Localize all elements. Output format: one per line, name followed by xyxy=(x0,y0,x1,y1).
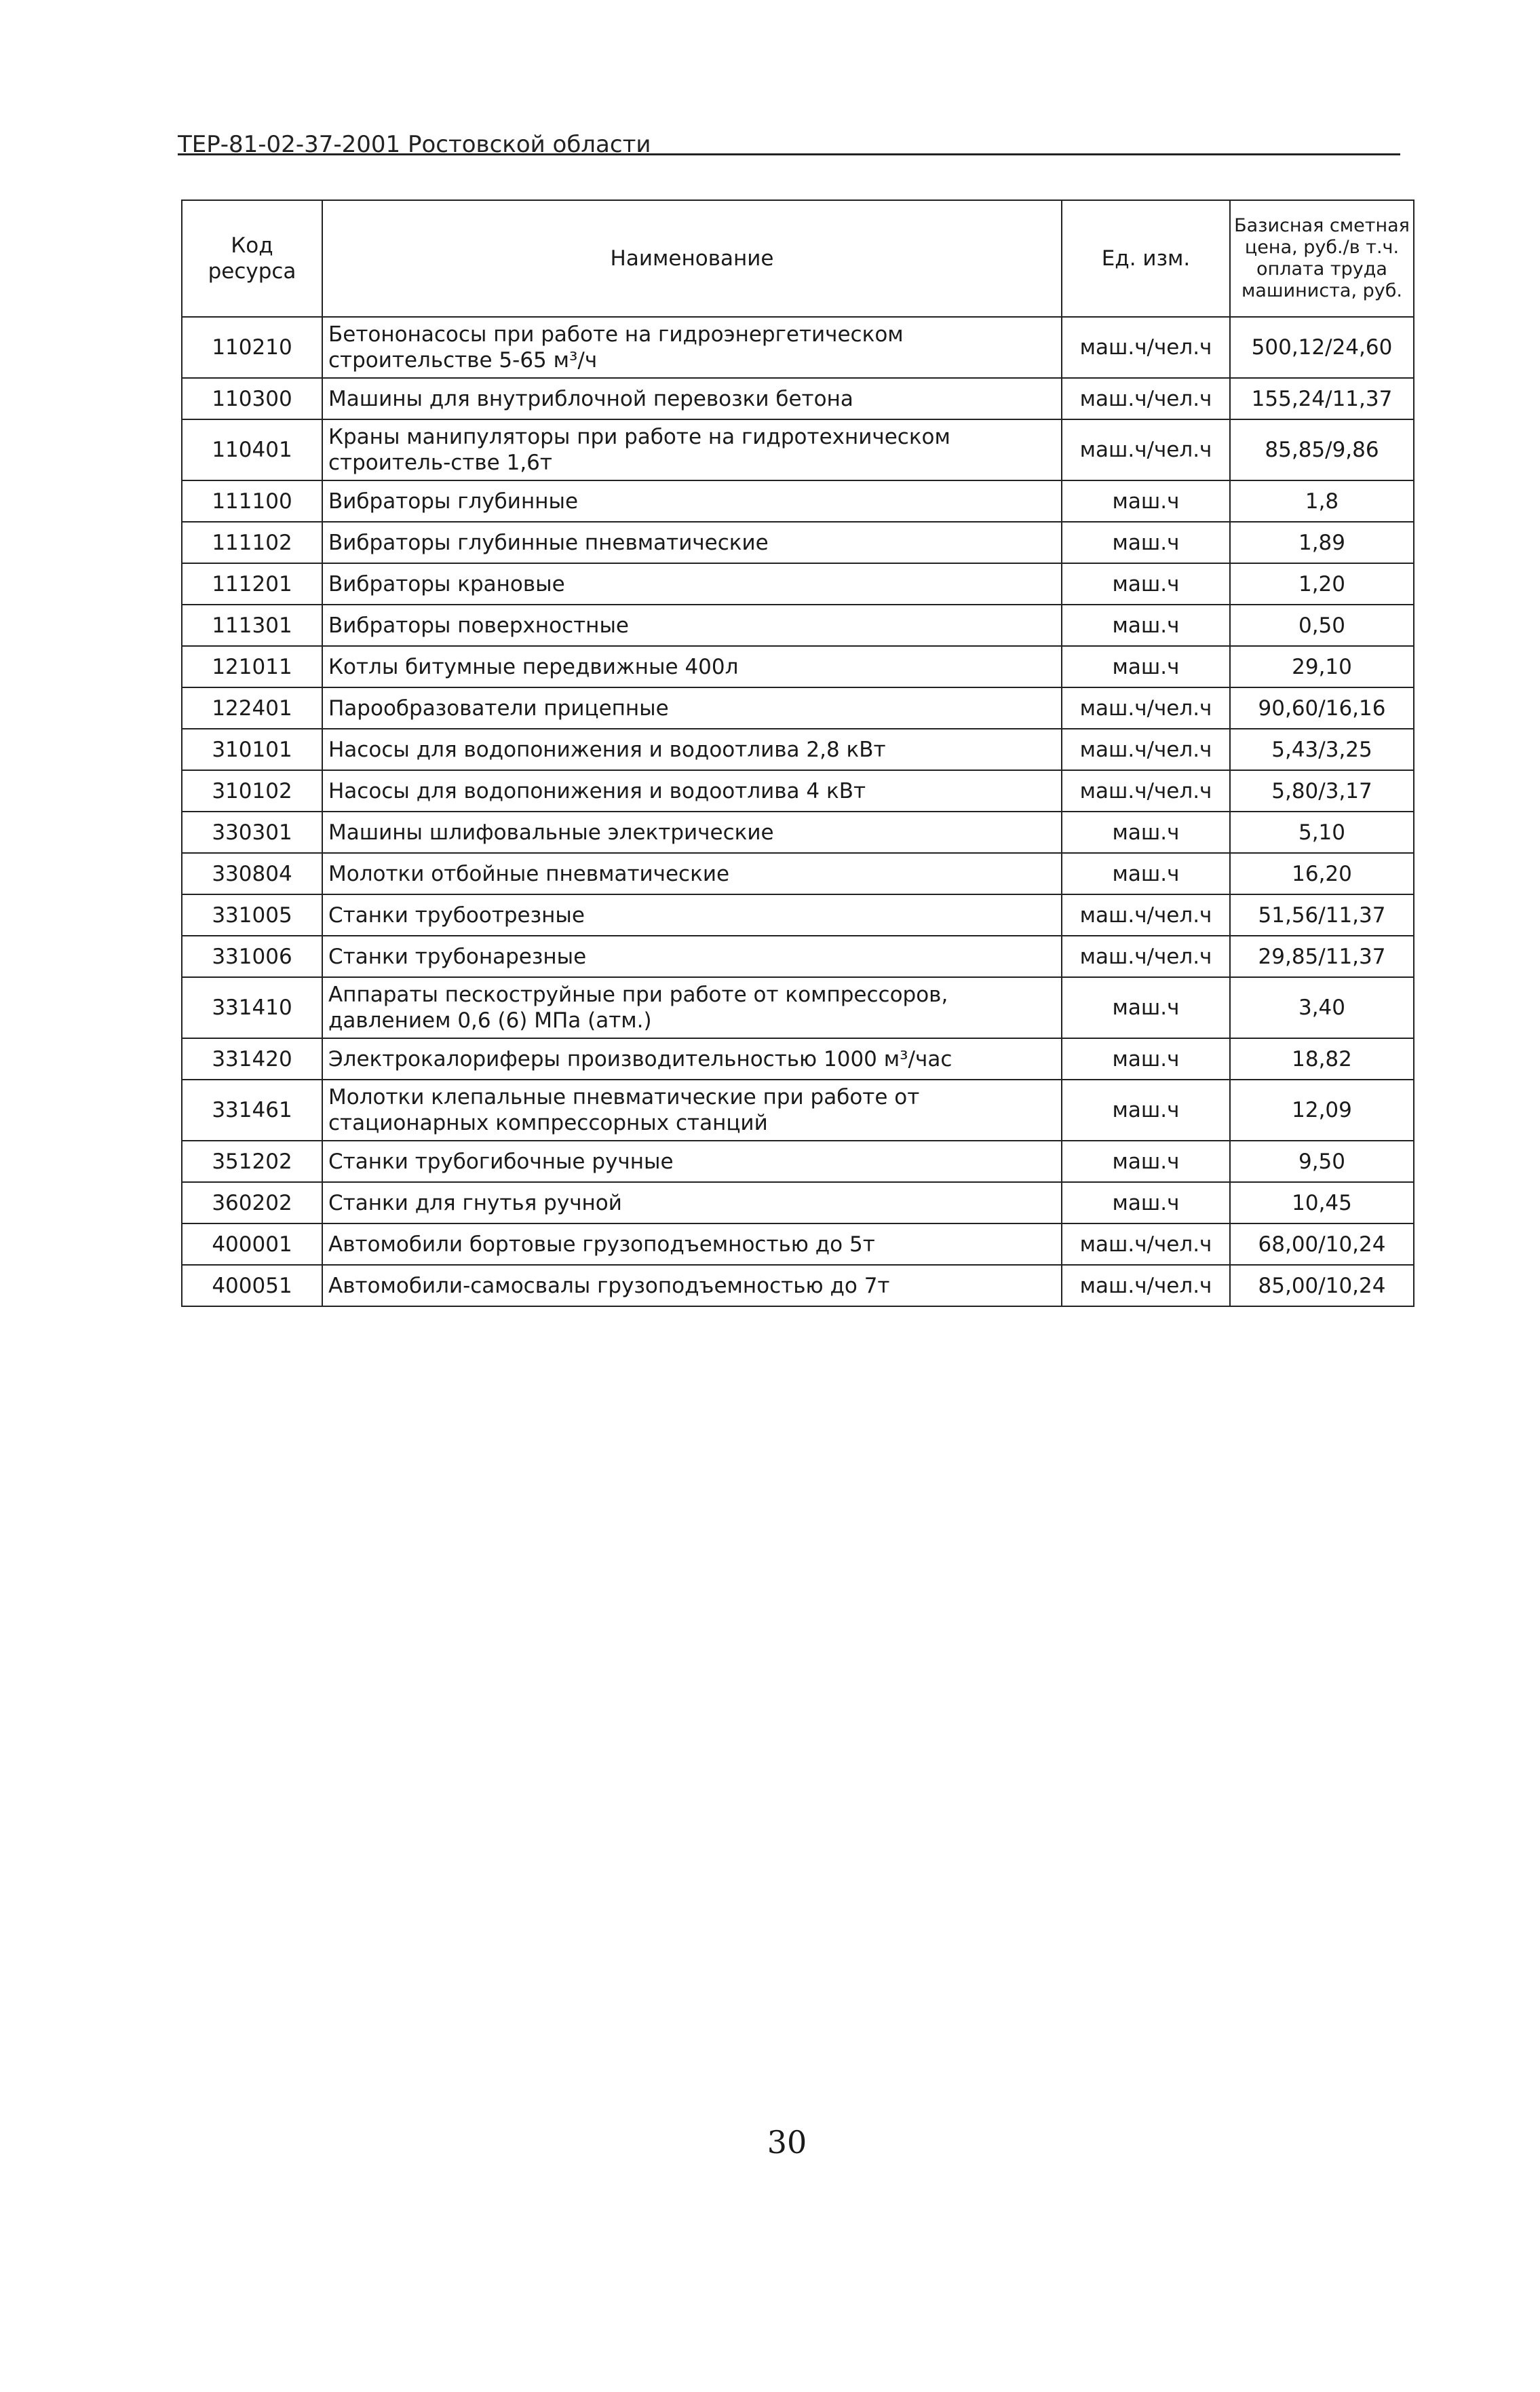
table-row xyxy=(182,419,1414,480)
resource-code-cell: 331006 xyxy=(182,936,322,977)
resource-code-cell: 121011 xyxy=(182,646,322,687)
price-cell: 5,10 xyxy=(1230,812,1414,853)
table-row xyxy=(182,317,1414,378)
resource-name-cell: Вибраторы глубинные пневматические xyxy=(322,522,1062,563)
price-cell: 29,10 xyxy=(1230,646,1414,687)
resource-name-cell: Вибраторы поверхностные xyxy=(322,605,1062,646)
price-cell: 68,00/10,24 xyxy=(1230,1223,1414,1265)
resource-code-cell: 351202 xyxy=(182,1141,322,1182)
unit-cell: маш.ч/чел.ч xyxy=(1062,894,1230,936)
resource-name-cell: Молотки отбойные пневматические xyxy=(322,853,1062,894)
column-header-price: Базисная сметная цена, руб./в т.ч. оплата труда машиниста, руб. xyxy=(1230,200,1414,317)
resource-code-cell: 360202 xyxy=(182,1182,322,1223)
price-cell: 16,20 xyxy=(1230,853,1414,894)
document-header: ТЕР-81-02-37-2001 Ростовской области xyxy=(178,133,651,153)
unit-cell: маш.ч xyxy=(1062,812,1230,853)
table-row xyxy=(182,480,1414,522)
column-header-name: Наименование xyxy=(322,200,1062,317)
table-row xyxy=(182,1182,1414,1223)
unit-cell: маш.ч xyxy=(1062,853,1230,894)
table-row xyxy=(182,853,1414,894)
unit-cell: маш.ч xyxy=(1062,977,1230,1038)
resource-code-cell: 330804 xyxy=(182,853,322,894)
resource-code-cell: 111201 xyxy=(182,563,322,605)
resource-name-cell: Вибраторы глубинные xyxy=(322,480,1062,522)
table-row xyxy=(182,1223,1414,1265)
table-row xyxy=(182,522,1414,563)
resource-name-cell: Котлы битумные передвижные 400л xyxy=(322,646,1062,687)
table-row xyxy=(182,1080,1414,1141)
price-cell: 29,85/11,37 xyxy=(1230,936,1414,977)
unit-cell: маш.ч xyxy=(1062,522,1230,563)
table-row xyxy=(182,812,1414,853)
resource-code-cell: 110210 xyxy=(182,317,322,378)
unit-cell: маш.ч xyxy=(1062,605,1230,646)
table-row xyxy=(182,770,1414,812)
resource-code-cell: 331420 xyxy=(182,1038,322,1080)
table-row xyxy=(182,378,1414,419)
resource-name-cell: Станки для гнутья ручной xyxy=(322,1182,1062,1223)
price-cell: 10,45 xyxy=(1230,1182,1414,1223)
price-cell: 5,43/3,25 xyxy=(1230,729,1414,770)
resource-code-cell: 331005 xyxy=(182,894,322,936)
price-cell: 85,85/9,86 xyxy=(1230,419,1414,480)
unit-cell: маш.ч xyxy=(1062,480,1230,522)
resource-code-cell: 400001 xyxy=(182,1223,322,1265)
table-row xyxy=(182,936,1414,977)
unit-cell: маш.ч/чел.ч xyxy=(1062,936,1230,977)
resource-name-cell: Автомобили-самосвалы грузоподъемностью до 7т xyxy=(322,1265,1062,1306)
resource-code-cell: 122401 xyxy=(182,687,322,729)
unit-cell: маш.ч/чел.ч xyxy=(1062,378,1230,419)
unit-cell: маш.ч/чел.ч xyxy=(1062,1265,1230,1306)
unit-cell: маш.ч/чел.ч xyxy=(1062,687,1230,729)
page-number: 30 xyxy=(767,2124,807,2161)
resource-name-cell: Бетононасосы при работе на гидроэнергетическом строительстве 5-65 м³/ч xyxy=(322,317,1062,378)
resource-name-cell: Электрокалориферы производительностью 1000 м³/час xyxy=(322,1038,1062,1080)
unit-cell: маш.ч xyxy=(1062,563,1230,605)
table-row xyxy=(182,1265,1414,1306)
unit-cell: маш.ч xyxy=(1062,646,1230,687)
resource-name-cell: Насосы для водопонижения и водоотлива 2,8 кВт xyxy=(322,729,1062,770)
unit-cell: маш.ч xyxy=(1062,1182,1230,1223)
table-row xyxy=(182,605,1414,646)
resource-name-cell: Автомобили бортовые грузоподъемностью до 5т xyxy=(322,1223,1062,1265)
table-row xyxy=(182,646,1414,687)
table-row xyxy=(182,1141,1414,1182)
resource-name-cell: Краны манипуляторы при работе на гидротехническом строитель-стве 1,6т xyxy=(322,419,1062,480)
unit-cell: маш.ч/чел.ч xyxy=(1062,1223,1230,1265)
resource-code-cell: 111301 xyxy=(182,605,322,646)
resource-code-cell: 111100 xyxy=(182,480,322,522)
price-cell: 1,20 xyxy=(1230,563,1414,605)
table-body xyxy=(182,317,1414,1306)
table-row xyxy=(182,894,1414,936)
table-row xyxy=(182,729,1414,770)
price-cell: 0,50 xyxy=(1230,605,1414,646)
table-header-row xyxy=(182,200,1414,317)
resource-name-cell: Машины шлифовальные электрические xyxy=(322,812,1062,853)
resource-name-cell: Аппараты пескоструйные при работе от компрессоров, давлением 0,6 (6) МПа (атм.) xyxy=(322,977,1062,1038)
resource-name-cell: Молотки клепальные пневматические при работе от стационарных компрессорных станций xyxy=(322,1080,1062,1141)
table-row xyxy=(182,977,1414,1038)
resource-name-cell: Насосы для водопонижения и водоотлива 4 кВт xyxy=(322,770,1062,812)
resource-name-cell: Станки трубоотрезные xyxy=(322,894,1062,936)
price-cell: 1,8 xyxy=(1230,480,1414,522)
resource-price-table xyxy=(181,200,1414,1307)
unit-cell: маш.ч/чел.ч xyxy=(1062,419,1230,480)
resource-code-cell: 111102 xyxy=(182,522,322,563)
resource-code-cell: 331461 xyxy=(182,1080,322,1141)
table-row xyxy=(182,1038,1414,1080)
header-divider xyxy=(178,153,1400,155)
column-header-code: Код ресурса xyxy=(182,200,322,317)
resource-name-cell: Машины для внутриблочной перевозки бетона xyxy=(322,378,1062,419)
unit-cell: маш.ч/чел.ч xyxy=(1062,770,1230,812)
table-row xyxy=(182,563,1414,605)
resource-code-cell: 400051 xyxy=(182,1265,322,1306)
price-cell: 155,24/11,37 xyxy=(1230,378,1414,419)
resource-code-cell: 310102 xyxy=(182,770,322,812)
unit-cell: маш.ч xyxy=(1062,1080,1230,1141)
column-header-unit: Ед. изм. xyxy=(1062,200,1230,317)
resource-code-cell: 110401 xyxy=(182,419,322,480)
resource-name-cell: Станки трубогибочные ручные xyxy=(322,1141,1062,1182)
unit-cell: маш.ч/чел.ч xyxy=(1062,729,1230,770)
price-cell: 9,50 xyxy=(1230,1141,1414,1182)
unit-cell: маш.ч xyxy=(1062,1038,1230,1080)
resource-code-cell: 330301 xyxy=(182,812,322,853)
unit-cell: маш.ч xyxy=(1062,1141,1230,1182)
unit-cell: маш.ч/чел.ч xyxy=(1062,317,1230,378)
price-cell: 12,09 xyxy=(1230,1080,1414,1141)
price-cell: 500,12/24,60 xyxy=(1230,317,1414,378)
resource-name-cell: Станки трубонарезные xyxy=(322,936,1062,977)
price-cell: 90,60/16,16 xyxy=(1230,687,1414,729)
price-cell: 51,56/11,37 xyxy=(1230,894,1414,936)
resource-name-cell: Парообразователи прицепные xyxy=(322,687,1062,729)
price-cell: 3,40 xyxy=(1230,977,1414,1038)
price-cell: 5,80/3,17 xyxy=(1230,770,1414,812)
resource-code-cell: 110300 xyxy=(182,378,322,419)
price-cell: 1,89 xyxy=(1230,522,1414,563)
resource-code-cell: 310101 xyxy=(182,729,322,770)
price-cell: 18,82 xyxy=(1230,1038,1414,1080)
table-row xyxy=(182,687,1414,729)
resource-code-cell: 331410 xyxy=(182,977,322,1038)
price-cell: 85,00/10,24 xyxy=(1230,1265,1414,1306)
resource-name-cell: Вибраторы крановые xyxy=(322,563,1062,605)
